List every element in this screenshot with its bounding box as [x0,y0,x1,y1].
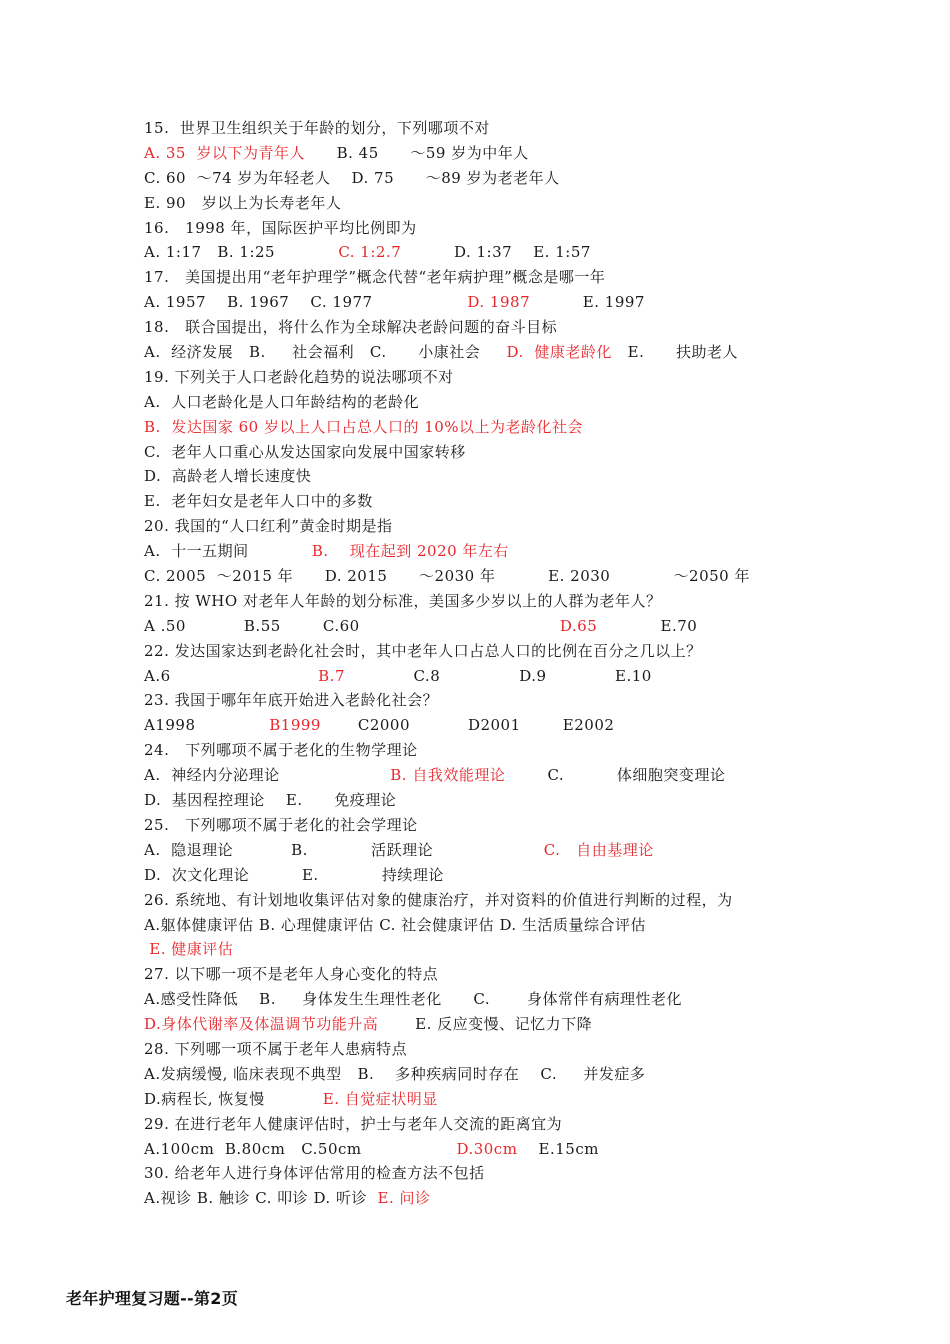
answer-text: E. 健康评估 [149,940,234,959]
text-line [144,315,794,340]
text-line [144,1087,794,1112]
text-line [144,1012,794,1037]
question-text: A.感受性降低 B. 身体发生生理性老化 C. 身体常伴有病理性老化 [144,990,683,1009]
text-line [144,987,794,1012]
question-text: B. 45 ～59 岁为中年人 [305,143,529,162]
text-line [144,365,794,390]
text-line [144,166,794,191]
answer-text: D.65 [559,616,598,635]
text-line [144,888,794,913]
question-text: A.发病缓慢, 临床表现不典型 B. 多种疾病同时存在 C. 并发症多 [144,1064,646,1083]
answer-text: D.身体代谢率及体温调节功能升高 [144,1015,379,1034]
text-line [144,265,794,290]
text-line [144,614,794,639]
question-text: C. 体细胞突变理论 [505,766,726,785]
question-text: A. 经济发展 B. 社会福利 C. 小康社会 [144,343,507,362]
question-text: 29. 在进行老年人健康评估时，护士与老年人交流的距离宜为 [144,1114,563,1133]
text-line [144,639,794,664]
question-text: 24. 下列哪项不属于老化的生物学理论 [144,741,418,760]
text-line [144,116,794,141]
text-line [144,216,794,241]
text-line [144,191,794,216]
question-text: D. 基因程控理论 E. 免疫理论 [144,791,397,810]
question-text: 20. 我国的“人口红利”黄金时期是指 [144,517,393,536]
question-text: A. 1:17 B. 1:25 [144,243,339,262]
question-text: C. 60 ～74 岁为年轻老人 D. 75 ～89 岁为老老年人 [144,168,560,187]
answer-text: C. 1:2.7 [338,243,402,262]
question-text: A1998 [144,716,270,735]
answer-text: C. 自由基理论 [543,840,654,859]
question-text: A. 隐退理论 B. 活跃理论 [144,840,544,859]
question-text: A.躯体健康评估 B. 心理健康评估 C. 社会健康评估 D. 生活质量综合评估 [144,915,646,934]
text-line [144,738,794,763]
text-line [144,1137,794,1162]
answer-text: D.30cm [456,1139,518,1158]
text-line [144,838,794,863]
question-text: A. 神经内分泌理论 [144,766,391,785]
question-text: E. 反应变慢、记忆力下降 [378,1015,593,1034]
question-text: E. 扶助老人 [611,343,738,362]
answer-text: A. 35 岁以下为青年人 [144,143,305,162]
question-text: D. 高龄老人增长速度快 [144,467,312,486]
question-text: 18. 联合国提出，将什么作为全球解决老龄问题的奋斗目标 [144,318,558,337]
text-line [144,564,794,589]
text-line [144,688,794,713]
answer-text: B. 现在起到 2020 年左右 [311,542,509,561]
question-text: 16. 1998 年，国际医护平均比例即为 [144,218,417,237]
text-line [144,464,794,489]
text-line [144,589,794,614]
text-line [144,813,794,838]
question-text: A. 十一五期间 [144,542,312,561]
text-line [144,713,794,738]
text-line [144,390,794,415]
text-line [144,340,794,365]
answer-text: B. 发达国家 60 岁以上人口占总人口的 10%以上为老龄化社会 [144,417,584,436]
question-text: D. 1:37 E. 1:57 [401,243,591,262]
question-text: 21. 按 WHO 对老年人年龄的划分标准，美国多少岁以上的人群为老年人？ [144,591,662,610]
question-text: 26. 系统地、有计划地收集评估对象的健康治疗，并对资料的价值进行判断的过程，为 [144,890,733,909]
text-line [144,937,794,962]
question-text: 27. 以下哪一项不是老年人身心变化的特点 [144,965,439,984]
question-text: A. 1957 B. 1967 C. 1977 [144,293,468,312]
question-text: D. 次文化理论 E. 持续理论 [144,865,444,884]
question-text: E.70 [597,616,698,635]
answer-text: B.7 [318,666,345,685]
question-text: 28. 下列哪一项不属于老年人患病特点 [144,1039,408,1058]
question-text: D.病程长, 恢复慢 [144,1089,323,1108]
text-line [144,489,794,514]
text-line [144,240,794,265]
text-line [144,539,794,564]
question-text: 22. 发达国家达到老龄化社会时，其中老年人口占总人口的比例在百分之几以上？ [144,641,702,660]
question-text: A. 人口老龄化是人口年龄结构的老龄化 [144,392,420,411]
text-line [144,664,794,689]
question-text: 25. 下列哪项不属于老化的社会学理论 [144,815,418,834]
answer-text: B1999 [269,716,321,735]
question-text: E. 1997 [530,293,645,312]
question-text: C. 老年人口重心从发达国家向发展中国家转移 [144,442,466,461]
text-line [144,290,794,315]
text-line [144,913,794,938]
answer-text: E. 问诊 [377,1189,431,1208]
question-text: 30. 给老年人进行身体评估常用的检查方法不包括 [144,1164,485,1183]
answer-text: B. 自我效能理论 [390,766,506,785]
question-text: C.8 D.9 E.10 [345,666,652,685]
text-line [144,1186,794,1211]
question-text: 19. 下列关于人口老龄化趋势的说法哪项不对 [144,367,454,386]
text-line [144,962,794,987]
answer-text: D. 1987 [467,293,531,312]
question-text: C2000 D2001 E2002 [320,716,615,735]
text-line [144,514,794,539]
text-line [144,440,794,465]
question-text: 17. 美国提出用“老年护理学”概念代替“老年病护理”概念是哪一年 [144,268,606,287]
text-line [144,863,794,888]
answer-text: E. 自觉症状明显 [322,1089,438,1108]
text-line [144,415,794,440]
question-list [144,116,794,1211]
text-line [144,788,794,813]
text-line [144,1161,794,1186]
question-text: A.100cm B.80cm C.50cm [144,1139,457,1158]
text-line [144,1037,794,1062]
question-text: A.6 [144,666,319,685]
question-text: E. 老年妇女是老年人口中的多数 [144,492,373,511]
question-text: E. 90 岁以上为长寿老年人 [144,193,342,212]
text-line [144,141,794,166]
answer-text: D. 健康老龄化 [506,343,612,362]
question-text: A.视诊 B. 触诊 C. 叩诊 D. 听诊 [144,1189,378,1208]
question-text: C. 2005 ～2015 年 D. 2015 ～2030 年 E. 2030 ～2050 年 [144,567,750,586]
question-text: A .50 B.55 C.60 [144,616,560,635]
question-text: E.15cm [517,1139,599,1158]
text-line [144,763,794,788]
text-line [144,1112,794,1137]
page-footer: 老年护理复习题--第2页 [66,1289,239,1308]
question-text: 15. 世界卫生组织关于年龄的划分，下列哪项不对 [144,119,490,137]
question-text: 23. 我国于哪年年底开始进入老龄化社会？ [144,691,439,710]
text-line [144,1062,794,1087]
